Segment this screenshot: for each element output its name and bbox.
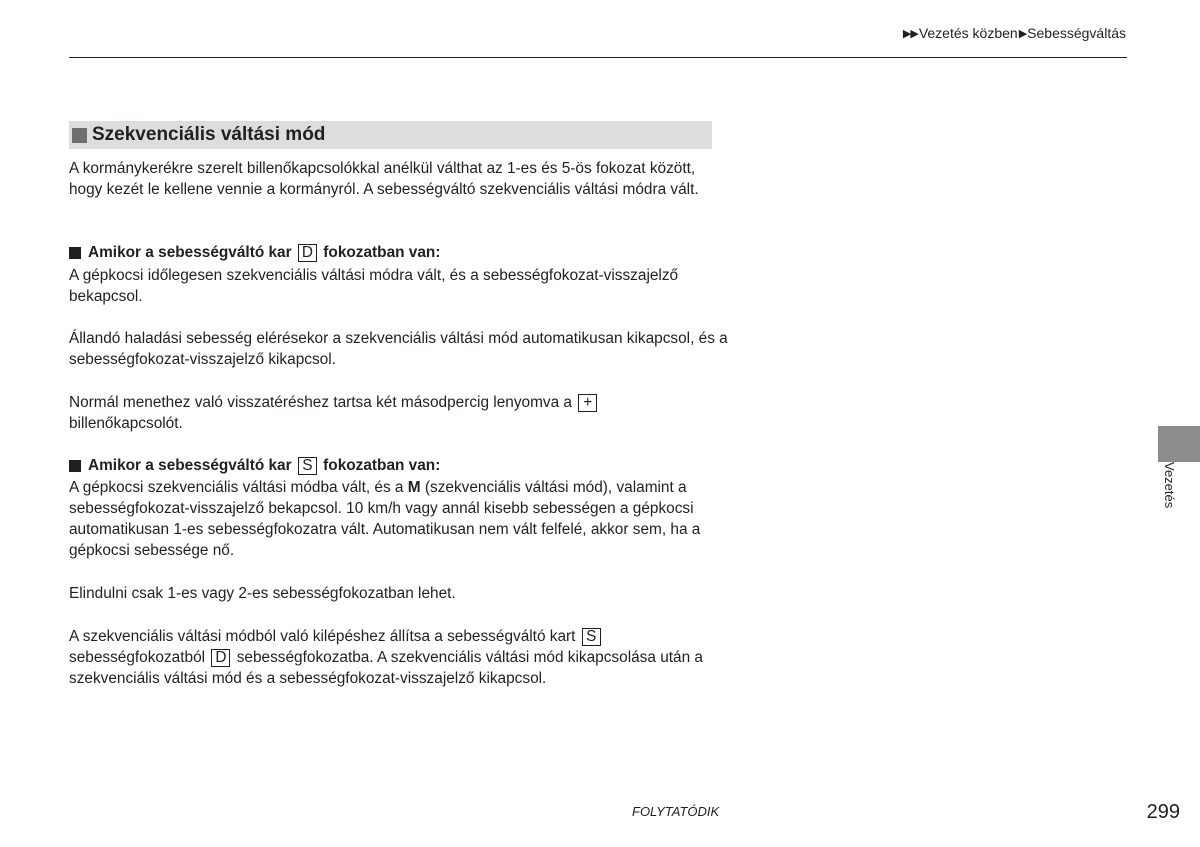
section-title: Szekvenciális váltási mód [92,124,326,145]
subheading-s-text-after: fokozatban van: [323,457,441,474]
m-mode-indicator: M [407,479,421,496]
header-divider [69,57,1127,58]
subheading-d-text-after: fokozatban van: [323,244,441,261]
section-title-bar [69,121,712,149]
breadcrumb-item-gear-shifting: Sebességváltás [1027,25,1126,41]
intro-paragraph: A kormánykerékre szerelt billenőkapcsolókkal anélkül válthat az 1-es és 5-ös fokozat között, hogy kezét le kellene vennie a kormányról. A sebességváltó szekvenciális váltási módra vált. [69,160,699,198]
sub-d-paragraph-3 [69,392,729,434]
chapter-tab [1158,426,1200,462]
double-triangle-icon: ▶▶ [902,27,918,40]
square-bullet-icon [69,460,81,472]
subheading-d-text-before: Amikor a sebességváltó kar [88,244,292,261]
sub-s-p3-part1: A szekvenciális váltási módból való kilépéshez állítsa a sebességváltó kart [69,628,576,645]
continue-label: FOLYTATÓDIK [632,804,720,819]
sub-s-p3-part3: sebességfokozatba. A szekvenciális váltási mód kikapcsolása után a szekvenciális váltási mód és a sebességfokozat-visszajelző kikapcsol. [69,649,703,687]
sub-s-paragraph-2: Elindulni csak 1-es vagy 2-es sebességfokozatban lehet. [69,585,456,602]
sub-s-p1-before: A gépkocsi szekvenciális váltási módba vált, és a [69,479,404,496]
page-number: 299 [1146,801,1180,823]
gear-d-key: D [298,244,317,262]
chapter-tab-label: Vezetés [1162,462,1177,509]
breadcrumb-item-driving: Vezetés közben [918,25,1018,41]
gear-d-key: D [211,649,230,667]
plus-paddle-key: + [578,394,597,412]
gear-s-key: S [298,457,317,475]
sub-d-p3-after: billenőkapcsolót. [69,415,183,432]
square-bullet-icon [69,247,81,259]
subheading-s-text-before: Amikor a sebességváltó kar [88,457,292,474]
breadcrumb [903,25,1126,41]
gear-s-key: S [582,628,601,646]
section-square-icon [72,128,87,143]
sub-s-paragraph-1 [69,477,729,561]
subheading-d [69,242,440,263]
sub-s-p3-part2: sebességfokozatból [69,649,206,666]
triangle-icon: ▶ [1018,27,1027,40]
sub-d-p3-before: Normál menethez való visszatéréshez tartsa két másodpercig lenyomva a [69,394,572,411]
sub-d-paragraph-1: A gépkocsi időlegesen szekvenciális váltási módra vált, és a sebességfokozat-visszajelző bekapcsol. [69,267,679,305]
sub-d-paragraph-2: Állandó haladási sebesség elérésekor a szekvenciális váltási mód automatikusan kikapcsol, és a sebességfokozat-visszajelző kikapcsol. [69,330,728,368]
sub-s-p1-after: (szekvenciális váltási mód), valamint a sebességfokozat-visszajelző bekapcsol. 10 km/h vagy annál kisebb sebességen a gépkocsi automatikusan 1-es sebességfokozatra vált. Automatikusan nem vált felfelé, akkor sem, ha a gépkocsi sebessége nő. [69,479,701,559]
sub-s-paragraph-3 [69,626,729,689]
subheading-s [69,455,440,476]
